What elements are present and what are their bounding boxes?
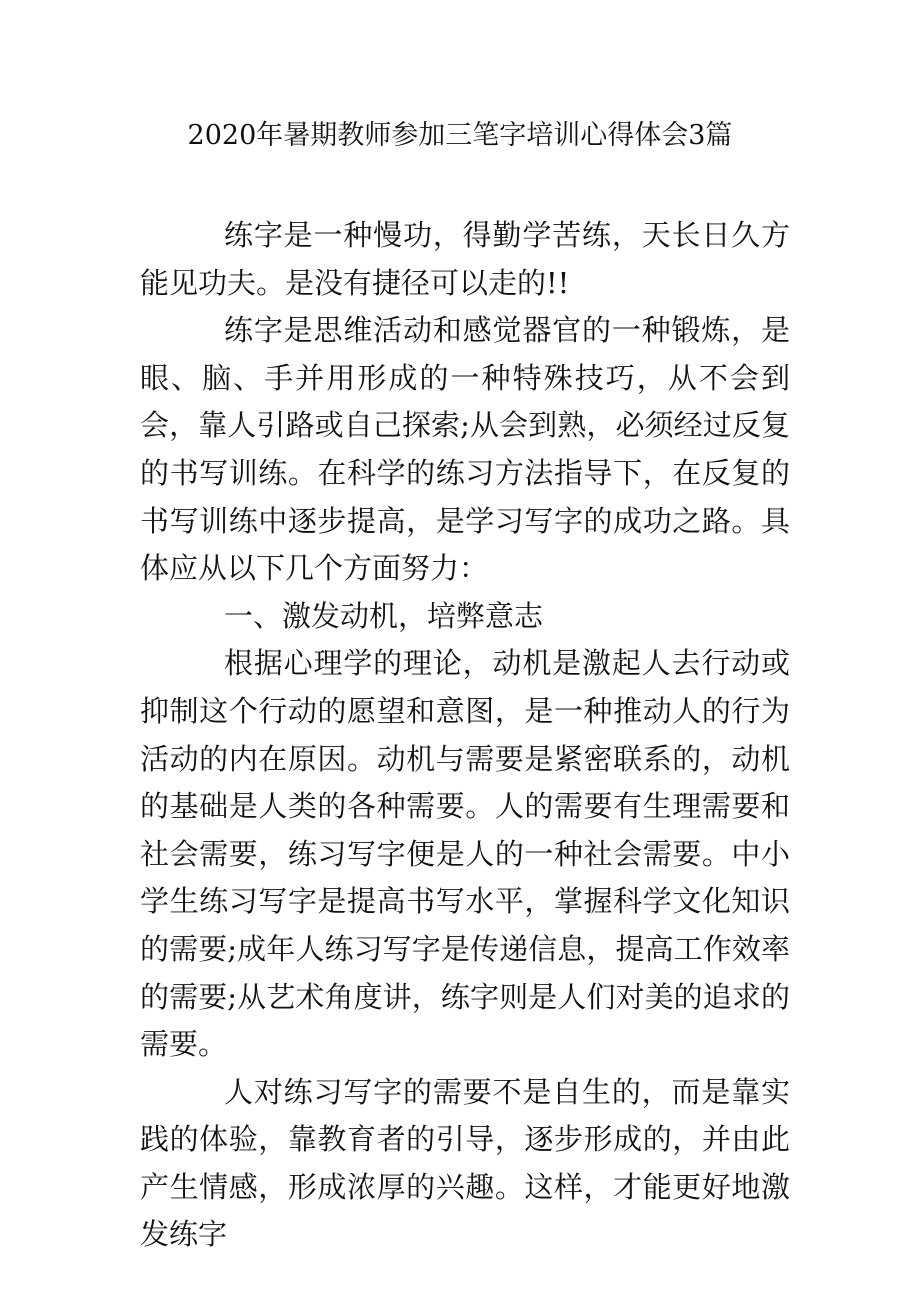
document-body	[140, 212, 790, 1259]
paragraph-intro: 练字是一种慢功，得勤学苦练，天长日久方能见功夫。是没有捷径可以走的!!	[140, 218, 790, 300]
paragraph-psychology-theory: 根据心理学的理论，动机是激起人去行动或抑制这个行动的愿望和意图，是一种推动人的行为活动的内在原因。动机与需要是紧密联系的，动机的基础是人类的各种需要。人的需要有生理需要和社会需要，练习写字便是人的一种社会需要。中小学生练习写字是提高书写水平，掌握科学文化知识的需要;成年人练习写字是传递信息，提高工作效率的需要;从艺术角度讲，练字则是人们对美的追求的需要。	[140, 646, 790, 1062]
paragraph-practice-needs: 人对练习写字的需要不是自生的，而是靠实践的体验，靠教育者的引导，逐步形成的，并由此产生情感，形成浓厚的兴趣。这样，才能更好地激发练字	[140, 1074, 790, 1252]
paragraph-practice-method: 练字是思维活动和感觉器官的一种锻炼，是眼、脑、手并用形成的一种特殊技巧，从不会到会，靠人引路或自己探索;从会到熟，必须经过反复的书写训练。在科学的练习方法指导下，在反复的书写训练中逐步提高，是学习写字的成功之路。具体应从以下几个方面努力：	[140, 313, 790, 586]
section-heading-motivation: 一、激发动机，培弊意志	[224, 598, 544, 633]
document-title: 2020年暑期教师参加三笔字培训心得体会3篇	[187, 120, 733, 151]
